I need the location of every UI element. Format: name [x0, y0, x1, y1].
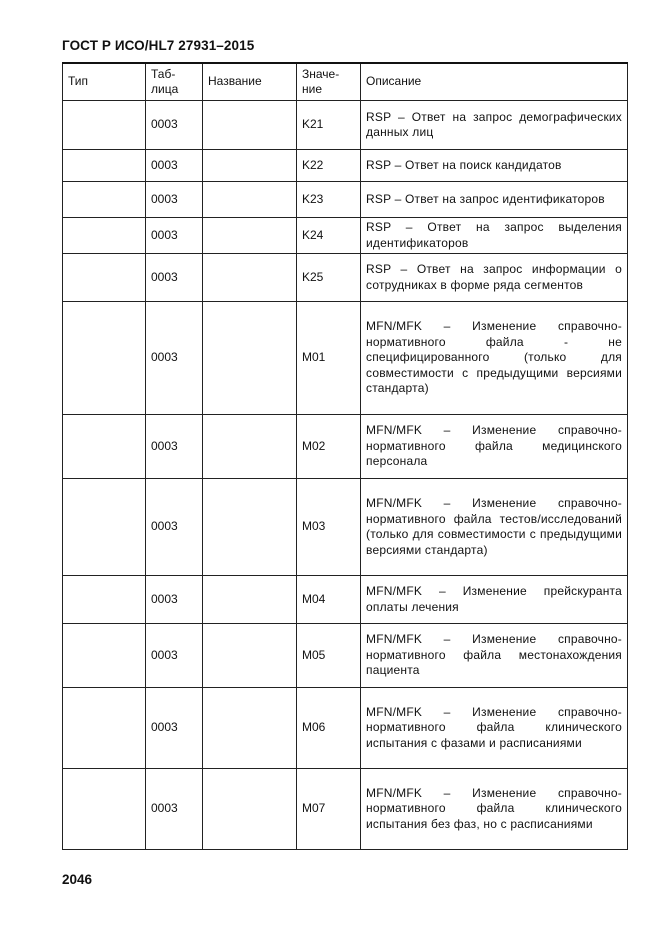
- cell-value: K22: [297, 150, 361, 182]
- description-text: Ответ на запрос демографических данных лиц: [366, 109, 622, 139]
- table-row: [63, 769, 628, 850]
- cell-description: RSP – Ответ на запрос демографических данных лиц: [361, 101, 628, 150]
- cell-description: RSP – Ответ на запрос выделения идентификаторов: [361, 218, 628, 254]
- cell-description: MFN/MFK – Изменение справочно-нормативного файла медицинского персонала: [361, 415, 628, 479]
- message-code: RSP: [366, 220, 392, 234]
- cell-name: [203, 688, 297, 769]
- cell-value: K23: [297, 182, 361, 218]
- description-text: Изменение справочно-нормативного файла клинического испытания без фаз, но с расписаниями: [366, 785, 622, 831]
- cell-description: RSP – Ответ на поиск кандидатов: [361, 150, 628, 182]
- message-code: MFN/MFK: [366, 632, 423, 647]
- table-header-row: [63, 63, 628, 101]
- cell-type: [63, 415, 146, 479]
- cell-type: [63, 101, 146, 150]
- cell-type: [63, 576, 146, 624]
- message-type-table: [62, 62, 628, 850]
- cell-table: 0003: [146, 624, 203, 688]
- cell-type: [63, 302, 146, 415]
- cell-table: 0003: [146, 101, 203, 150]
- table-row: [63, 218, 628, 254]
- table-row: [63, 576, 628, 624]
- cell-type: [63, 769, 146, 850]
- cell-table: 0003: [146, 576, 203, 624]
- cell-value: M02: [297, 415, 361, 479]
- message-code: MFN/MFK: [366, 423, 423, 438]
- cell-value: K21: [297, 101, 361, 150]
- cell-type: [63, 182, 146, 218]
- cell-value: M06: [297, 688, 361, 769]
- table-row: [63, 302, 628, 415]
- message-code: RSP: [366, 157, 392, 172]
- column-header-type: Тип: [63, 63, 146, 101]
- cell-table: 0003: [146, 254, 203, 302]
- cell-name: [203, 150, 297, 182]
- page-number: 2046: [62, 872, 93, 887]
- cell-value: M01: [297, 302, 361, 415]
- table-row: [63, 150, 628, 182]
- message-code: RSP: [366, 191, 392, 206]
- message-code: MFN/MFK: [366, 785, 423, 800]
- description-text: Изменение прейскуранта оплаты лечения: [366, 584, 622, 614]
- cell-name: [203, 769, 297, 850]
- table-row: [63, 182, 628, 218]
- cell-description: MFN/MFK – Изменение справочно-нормативного файла местонахождения пациента: [361, 624, 628, 688]
- cell-type: [63, 479, 146, 576]
- cell-description: MFN/MFK – Изменение прейскуранта оплаты лечения: [361, 576, 628, 624]
- cell-name: [203, 218, 297, 254]
- cell-table: 0003: [146, 218, 203, 254]
- description-text: Изменение справочно-нормативного файла клинического испытания с фазами и расписаниями: [366, 704, 622, 750]
- table-row: [63, 479, 628, 576]
- cell-value: K24: [297, 218, 361, 254]
- cell-description: MFN/MFK – Изменение справочно-нормативного файла тестов/исследований (только для совместимости с предыдущими версиями стандарта): [361, 479, 628, 576]
- cell-type: [63, 150, 146, 182]
- description-text: Ответ на запрос идентификаторов: [405, 191, 605, 206]
- description-text: Изменение справочно-нормативного файла медицинского персонала: [366, 423, 622, 469]
- cell-table: 0003: [146, 769, 203, 850]
- table-row: [63, 624, 628, 688]
- column-header-name: Название: [203, 63, 297, 101]
- cell-name: [203, 415, 297, 479]
- cell-description: MFN/MFK – Изменение справочно-нормативного файла клинического испытания без фаз, но с расписаниями: [361, 769, 628, 850]
- cell-type: [63, 624, 146, 688]
- cell-value: M05: [297, 624, 361, 688]
- cell-table: 0003: [146, 150, 203, 182]
- table-row: [63, 254, 628, 302]
- message-code: MFN/MFK: [366, 704, 423, 719]
- cell-table: 0003: [146, 479, 203, 576]
- message-code: MFN/MFK: [366, 584, 423, 598]
- cell-type: [63, 688, 146, 769]
- cell-value: M07: [297, 769, 361, 850]
- cell-name: [203, 254, 297, 302]
- table-row: [63, 415, 628, 479]
- table-row: [63, 688, 628, 769]
- cell-value: K25: [297, 254, 361, 302]
- cell-description: RSP – Ответ на запрос идентификаторов: [361, 182, 628, 218]
- cell-name: [203, 302, 297, 415]
- description-text: Ответ на запрос информации о сотрудниках в форме ряда сегментов: [366, 262, 622, 292]
- cell-type: [63, 218, 146, 254]
- cell-table: 0003: [146, 688, 203, 769]
- cell-name: [203, 101, 297, 150]
- description-text: Изменение справочно-нормативного файла - не специфицированного (только для совместимости с предыдущими версиями стандарта): [366, 319, 622, 396]
- cell-table: 0003: [146, 415, 203, 479]
- column-header-description: Описание: [361, 63, 628, 101]
- cell-table: 0003: [146, 302, 203, 415]
- cell-description: MFN/MFK – Изменение справочно-нормативного файла - не специфицированного (только для совместимости с предыдущими версиями стандарта): [361, 302, 628, 415]
- cell-name: [203, 479, 297, 576]
- message-code: MFN/MFK: [366, 496, 423, 510]
- message-code: MFN/MFK: [366, 319, 423, 334]
- cell-description: MFN/MFK – Изменение справочно-нормативного файла клинического испытания с фазами и расписаниями: [361, 688, 628, 769]
- message-code: RSP: [366, 109, 392, 124]
- description-text: Ответ на запрос выделения идентификаторов: [366, 220, 622, 250]
- cell-table: 0003: [146, 182, 203, 218]
- message-code: RSP: [366, 262, 392, 276]
- cell-name: [203, 624, 297, 688]
- column-header-table: Таб- лица: [146, 63, 203, 101]
- column-header-value: Значе- ние: [297, 63, 361, 101]
- description-text: Изменение справочно-нормативного файла местонахождения пациента: [366, 632, 622, 678]
- cell-name: [203, 576, 297, 624]
- cell-description: RSP – Ответ на запрос информации о сотрудниках в форме ряда сегментов: [361, 254, 628, 302]
- cell-name: [203, 182, 297, 218]
- cell-value: M04: [297, 576, 361, 624]
- description-text: Ответ на поиск кандидатов: [405, 157, 562, 172]
- document-header: ГОСТ Р ИСО/HL7 27931–2015: [62, 38, 255, 53]
- cell-value: M03: [297, 479, 361, 576]
- table-row: [63, 101, 628, 150]
- cell-type: [63, 254, 146, 302]
- description-text: Изменение справочно-нормативного файла тестов/исследований (только для совместимости с предыдущими версиями стандарта): [366, 496, 622, 557]
